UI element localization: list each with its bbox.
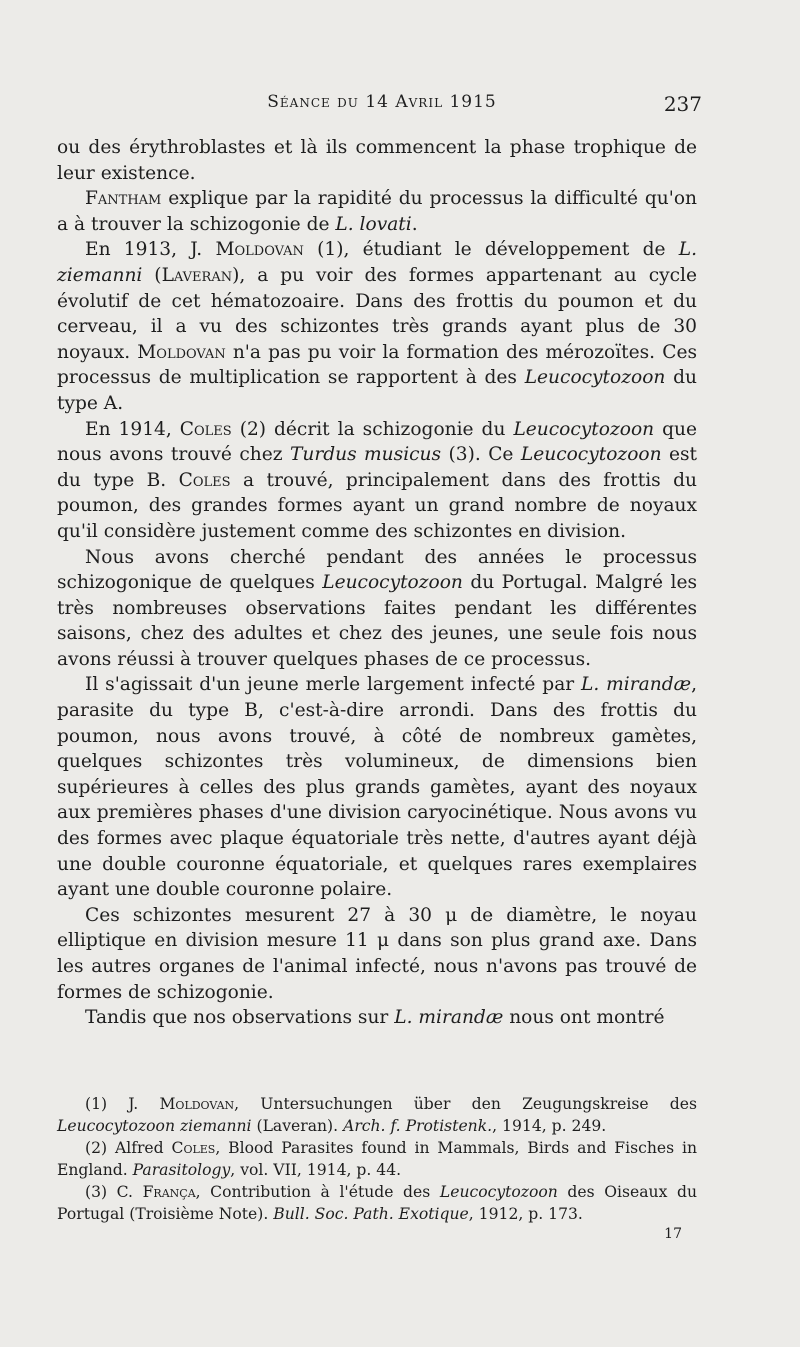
text-run: explique par la rapidité du processus la difficulté qu'on a à trouver la schizogonie de (57, 188, 697, 235)
paragraph-3 (57, 237, 697, 416)
text-run: (3) C. (85, 1183, 143, 1201)
footnote-2 (57, 1137, 697, 1181)
text-run: (3). Ce (441, 444, 521, 466)
journal-name: Arch. f. Protistenk. (343, 1117, 493, 1135)
genus-name: Leucocytozoon (322, 572, 463, 594)
text-run: , parasite du type B, c'est-à-dire arrondi. Dans des frottis du poumon, nous avons trouvé, à côté de nombreux gamètes, quelques schizontes très volumineux, de dimensions bien supérieures à celles des plus grands gamètes, ayant des noyaux aux premières phases d'une division caryocinétique. Nous avons vu des formes avec plaque équatoriale très nette, d'autres ayant déjà une double couronne équatoriale, et quelques rares exemplaires ayant une double couronne polaire. (57, 674, 697, 901)
text-run: , Blood Parasites found in Mammals, Birds and Fisches in England. (57, 1139, 698, 1179)
genus-name: Leucocytozoon (524, 367, 666, 389)
text-run: , 1914, p. 249. (492, 1117, 607, 1135)
text-run: (1) J. (85, 1095, 160, 1113)
running-header (62, 92, 702, 120)
text-run: (1), étudiant le développement de (303, 239, 679, 261)
text-run: , Untersuchungen über den Zeugungskreise des (234, 1095, 697, 1113)
species-name: L. mirandæ (581, 674, 692, 696)
text-run: ( (142, 264, 162, 286)
text-run: Nous avons cherché pendant des années le processus schizogonique de quelques (57, 546, 697, 594)
species-name: L. mirandæ (394, 1007, 504, 1029)
text-run: , vol. VII, 1914, p. 44. (230, 1161, 402, 1179)
author-name: França (142, 1183, 196, 1201)
text-run: du type A. (57, 367, 697, 414)
text-run: que nous avons trouvé chez (57, 418, 698, 466)
genus-name: Leucocytozoon (520, 444, 662, 466)
text-run: (2) Alfred (85, 1139, 172, 1157)
text-run: Tandis que nos observations sur (85, 1007, 395, 1029)
text-run: (2) décrit la schizogonie du (231, 418, 514, 440)
text-run: est du type B. (57, 444, 698, 491)
author-name: Coles (179, 418, 232, 440)
paragraph-1: ou des érythroblastes et là ils commencent la phase trophique de leur existence. (57, 137, 697, 184)
paragraph-5 (57, 545, 697, 673)
signature-mark: 17 (664, 1226, 682, 1242)
species-name: Turdus musicus (289, 444, 442, 466)
author-name: Moldovan (137, 341, 226, 363)
footnote-3 (57, 1181, 697, 1225)
text-run: a trouvé, principalement dans des frottis du poumon, des grandes formes ayant un grand nombre de noyaux qu'il considère justement comme des schizontes en division. (57, 469, 697, 542)
paragraph-2 (57, 186, 697, 237)
footnote-1 (57, 1093, 697, 1137)
genus-name: Leucocytozoon (513, 418, 655, 440)
paragraph-7: Ces schizontes mesurent 27 à 30 μ de diamètre, le noyau elliptique en division mesure 11 μ dans son plus grand axe. Dans les autres organes de l'animal infecté, nous n'avons pas trouvé de formes de schizogonie. (57, 904, 697, 1003)
author-name: Coles (171, 1139, 216, 1157)
genus-name: Leucocytozoon (439, 1183, 558, 1201)
text-run: des Oiseaux du Portugal (Troisième Note). (57, 1183, 697, 1223)
text-run: , Contribution à l'étude des (195, 1183, 440, 1201)
text-run: du Portugal. Malgré les très nombreuses observations faites pendant les différentes saisons, chez des adultes et chez des jeunes, une seule fois nous avons réussi à trouver quelques phases de ce processus. (57, 572, 697, 670)
paragraph-8 (57, 1005, 697, 1031)
text-run: En 1914, (85, 418, 180, 440)
text-run: n'a pas pu voir la formation des mérozoïtes. Ces processus de multiplication se rapportent à des (57, 341, 697, 389)
author-name: Fantham (85, 188, 162, 210)
species-name: L. lovati (335, 213, 412, 235)
text-run: Il s'agissait d'un jeune merle largement infecté par (85, 674, 582, 696)
text-run: . (411, 213, 418, 235)
text-run: nous ont montré (503, 1007, 665, 1029)
genus-name: Leucocytozoon ziemanni (57, 1117, 252, 1135)
text-run: , 1912, p. 173. (468, 1205, 583, 1223)
text-run: ), a pu voir des formes appartenant au cycle évolutif de cet hématozoaire. Dans des frottis du poumon et du cerveau, il a vu des schizontes très grands ayant plus de 30 noyaux. (57, 264, 697, 363)
author-name: Moldovan (215, 239, 304, 261)
author-name: Coles (178, 469, 231, 491)
footnotes (57, 1093, 697, 1225)
paragraph-4 (57, 417, 697, 545)
species-name: L. ziemanni (57, 239, 697, 286)
author-name: Moldovan (159, 1095, 235, 1113)
header-title: Séance du 14 Avril 1915 (267, 92, 497, 112)
text-run: (Laveran). (251, 1117, 344, 1135)
journal-name: Parasitology (132, 1161, 231, 1179)
journal-name: Bull. Soc. Path. Exotique (273, 1205, 469, 1223)
author-name: Laveran (161, 264, 233, 286)
page-number: 237 (663, 92, 702, 116)
text-run: En 1913, J. (85, 239, 216, 261)
paragraph-6 (57, 672, 697, 902)
main-text (57, 135, 697, 1031)
